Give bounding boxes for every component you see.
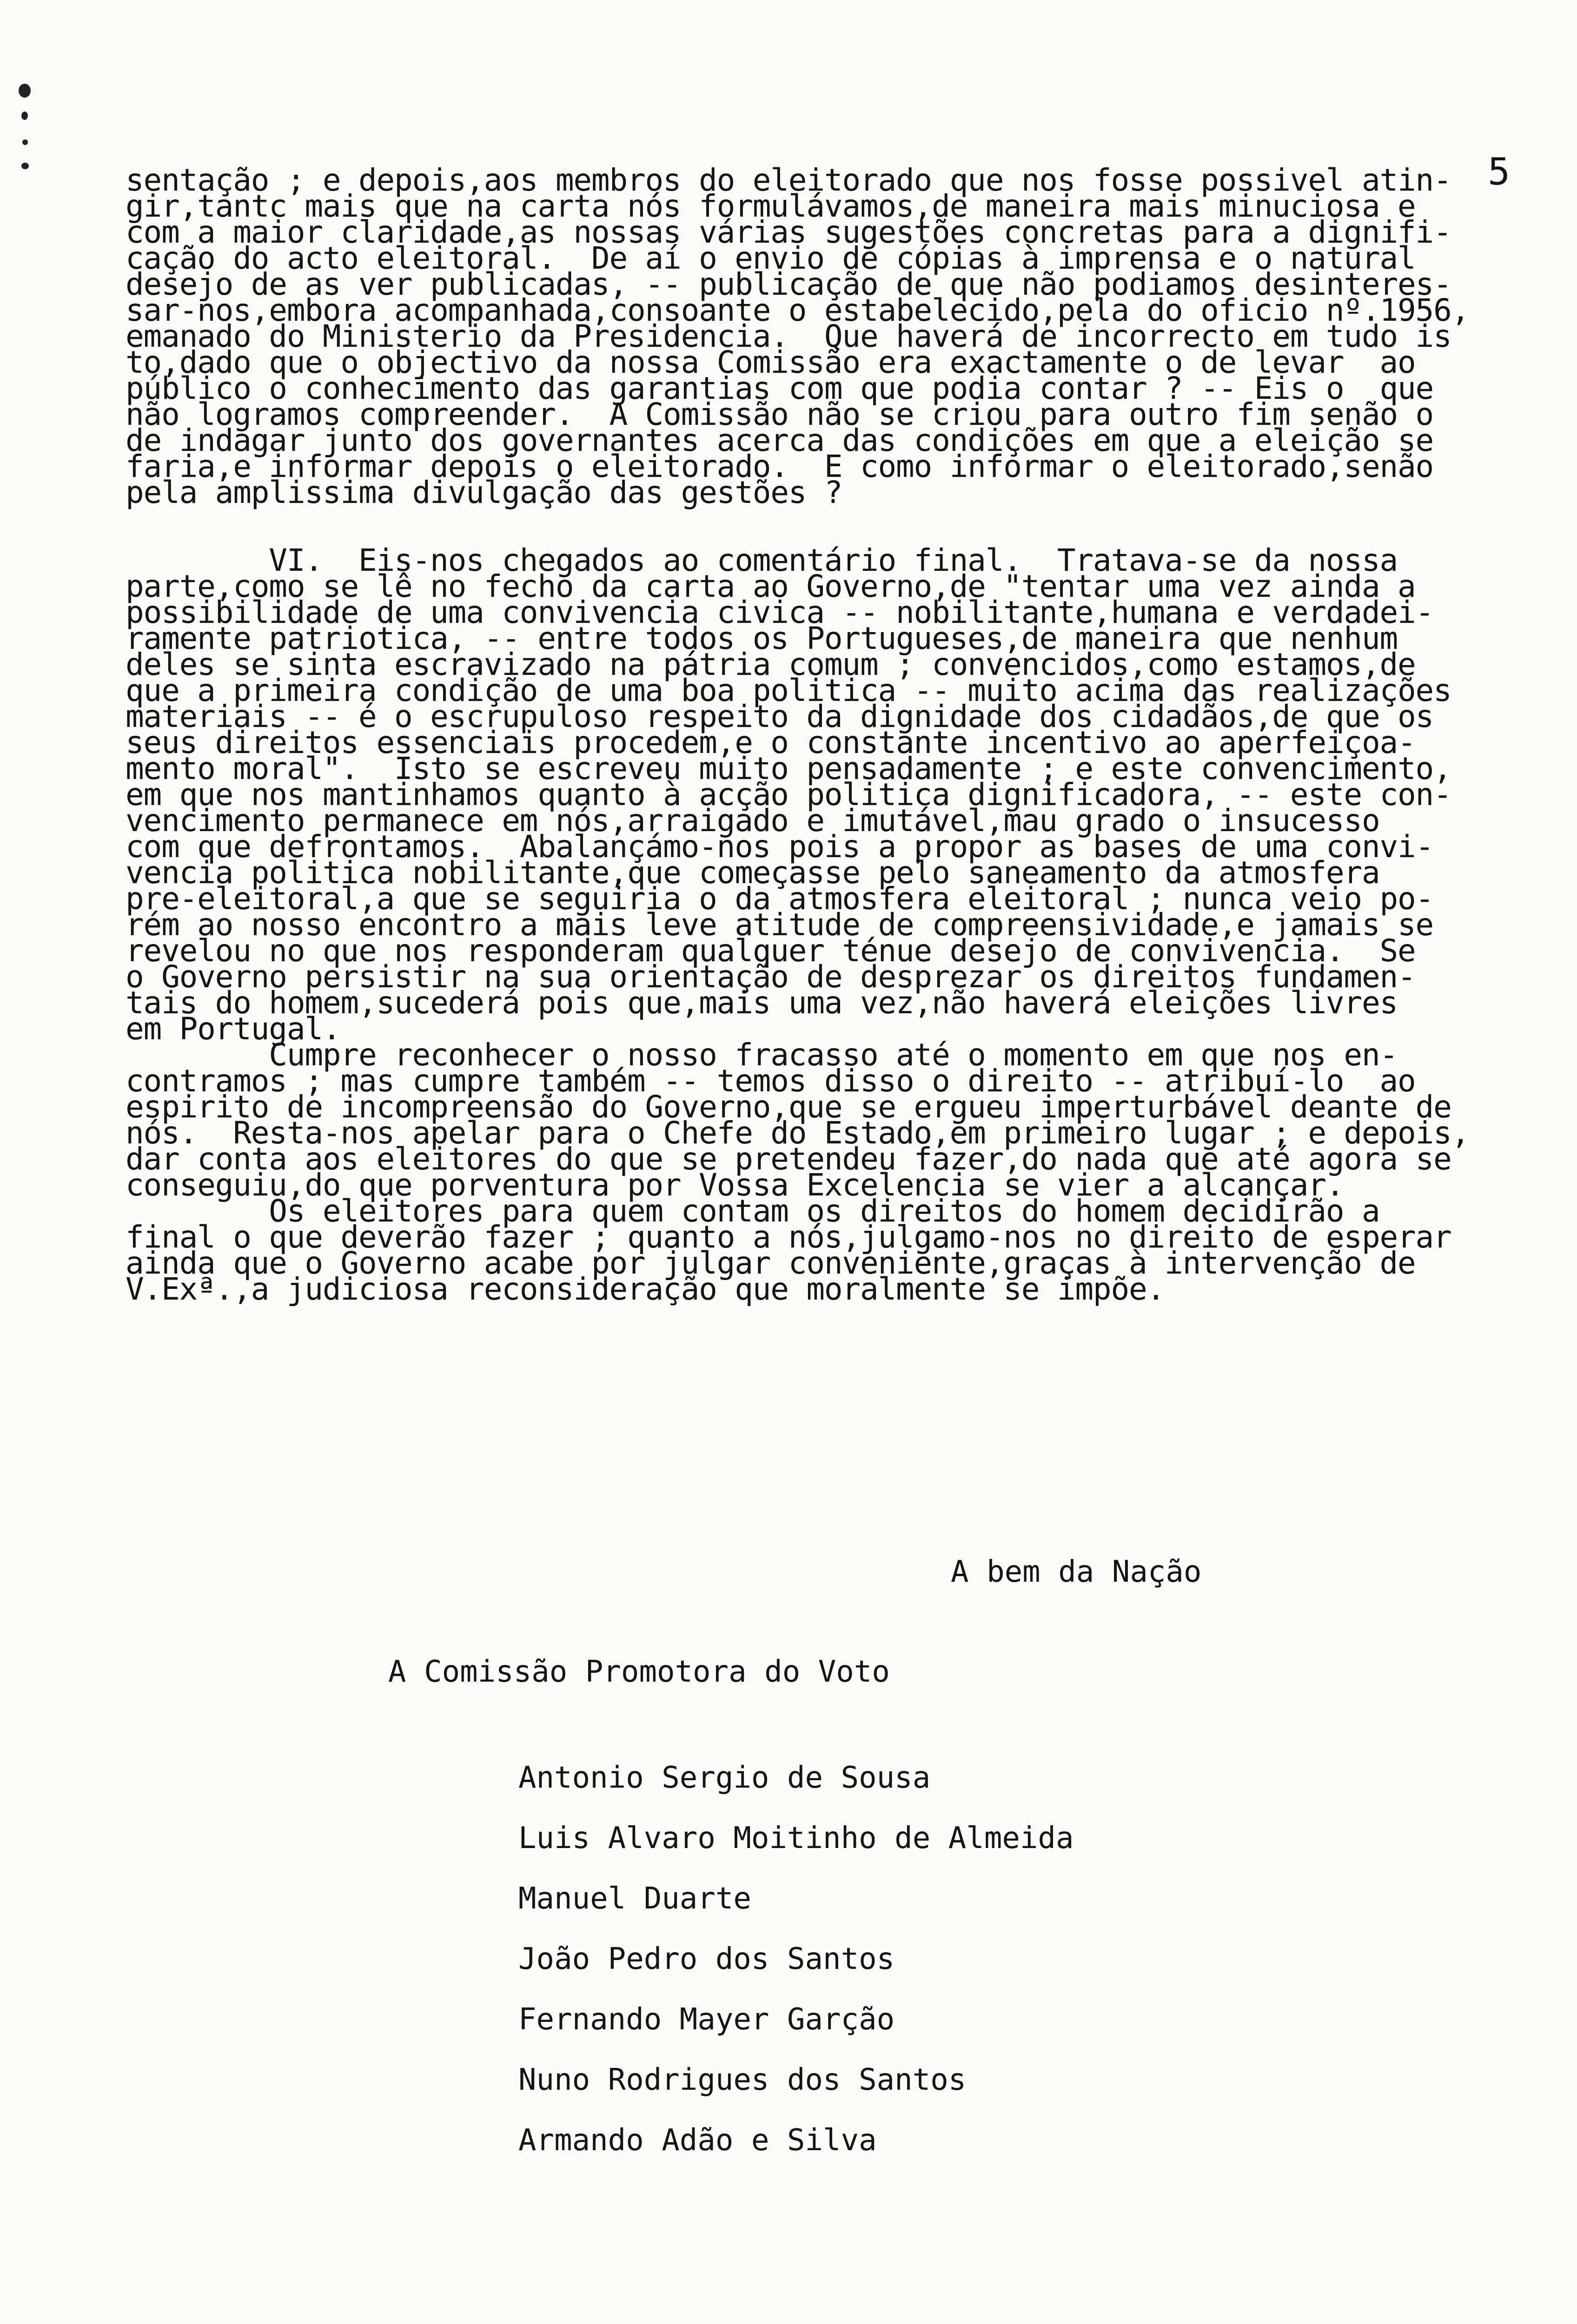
signatory-name: Armando Adão e Silva: [518, 2123, 877, 2158]
text-line: seus direitos essenciais procedem,e o constante incentivo ao aperfeiçoa-: [126, 725, 1416, 760]
text-line: materiais -- é o escrupuloso respeito da dignidade dos cidadãos,de que os: [126, 699, 1434, 734]
letter-body: [126, 162, 1511, 1307]
text-line: que a primeira condição de uma boa politica -- muito acima das realizações: [126, 673, 1451, 708]
text-line: de indagar junto dos governantes acerca das condições em que a eleição se: [126, 423, 1434, 458]
text-line: revelou no que nos responderam qualquer ténue desejo de convivencia. Se: [126, 933, 1416, 969]
text-line: desejo de as ver publicadas, -- publicação de que não podiamos desinteres-: [126, 266, 1451, 302]
text-line: nós. Resta-nos apelar para o Chefe do Estado,em primeiro lugar ; e depois,: [126, 1115, 1470, 1151]
page-number: 5: [1488, 150, 1511, 193]
margin-mark: [22, 139, 28, 145]
text-line: Cumpre reconhecer o nosso fracasso até o momento em que nos en-: [126, 1037, 1398, 1073]
signatory-name: Nuno Rodrigues dos Santos: [518, 2063, 967, 2097]
signatory-name: Antonio Sergio de Sousa: [518, 1761, 931, 1795]
text-line: tais do homem,sucederá pois que,mais uma vez,não haverá eleições livres: [126, 985, 1398, 1021]
paragraph-gap: [126, 506, 1511, 548]
closing-salutation: A bem da Nação: [951, 1555, 1202, 1589]
text-line: final o que deverão fazer ; quanto a nós,julgamo-nos no direito de esperar: [126, 1219, 1451, 1255]
text-line: não logramos compreender. A Comissão não se criou para outro fim senão o: [126, 396, 1434, 432]
text-line: ramente patriotica, -- entre todos os Portugueses,de maneira que nenhum: [126, 621, 1398, 656]
signatory-name: Luis Alvaro Moitinho de Almeida: [518, 1821, 1074, 1855]
text-line: contramos ; mas cumpre também -- temos disso o direito -- atribuí-lo ao: [126, 1063, 1416, 1099]
text-line: público o conhecimento das garantias com que podia contar ? -- Eis o que: [126, 370, 1434, 406]
text-line: pre-eleitoral,a que se seguiria o da atmosfera eleitoral ; nunca veio po-: [126, 881, 1434, 917]
text-line: parte,como se lê no fecho da carta ao Governo,de "tentar uma vez ainda a: [126, 568, 1416, 604]
text-line: emanado do Ministerio da Presidencia. Que haverá de incorrecto em tudo is: [126, 318, 1451, 354]
text-line: com a maior claridade,as nossas várias sugestões concretas para a dignifi-: [126, 214, 1451, 250]
signature-list: [518, 1748, 1073, 2171]
text-line: cação do acto eleitoral. De aí o envio de cópias à imprensa e o natural: [126, 240, 1416, 276]
signatory-name: João Pedro dos Santos: [518, 1942, 895, 1976]
committee-name: A Comissão Promotora do Voto: [388, 1655, 890, 1689]
text-line: em que nos mantinhamos quanto à acção politica dignificadora, -- este con-: [126, 777, 1451, 812]
text-line: sentação ; e depois,aos membros do eleitorado que nos fosse possivel atin-: [126, 162, 1451, 198]
text-line: sar-nos,embora acompanhada,consoante o estabelecido,pela do oficio nº.1956,: [126, 292, 1470, 328]
text-line: to,dado que o objectivo da nossa Comissão era exactamente o de levar ao: [126, 344, 1416, 380]
text-line: rém ao nosso encontro a mais leve atitude de compreensividade,e jamais se: [126, 907, 1434, 943]
text-line: mento moral". Isto se escreveu muito pensadamente ; e este convencimento,: [126, 751, 1451, 786]
text-line: espirito de incompreensão do Governo,que se ergueu imperturbável deante de: [126, 1089, 1451, 1125]
text-line: vencimento permanece em nós,arraigado e imutável,mau grado o insucesso: [126, 803, 1380, 838]
text-line: em Portugal.: [126, 1011, 341, 1047]
text-line: o Governo persistir na sua orientação de desprezar os direitos fundamen-: [126, 959, 1416, 995]
text-line: dar conta aos eleitores do que se pretendeu fazer,do nada que até agora se: [126, 1141, 1451, 1177]
text-line: conseguiu,do que porventura por Vossa Excelencia se vier a alcançar.: [126, 1167, 1344, 1203]
signatory-name: Fernando Mayer Garção: [518, 2002, 895, 2037]
margin-mark: [21, 163, 29, 169]
text-line: possibilidade de uma convivencia civica -- nobilitante,humana e verdadei-: [126, 594, 1434, 630]
text-line: V.Exª.,a judiciosa reconsideração que moralmente se impõe.: [126, 1271, 1165, 1307]
text-line: VI. Eis-nos chegados ao comentário final. Tratava-se da nossa: [126, 542, 1398, 578]
text-line: vencia politica nobilitante,que começasse pelo saneamento da atmosfera: [126, 855, 1380, 891]
margin-mark: [21, 112, 28, 120]
text-line: pela amplissima divulgação das gestões ?: [126, 475, 842, 510]
margin-mark: [19, 84, 31, 98]
text-line: com que defrontamos. Abalançámo-nos pois a propor as bases de uma convi-: [126, 829, 1434, 865]
text-line: ainda que o Governo acabe por julgar conveniente,graças à intervenção de: [126, 1245, 1416, 1281]
text-line: deles se sinta escravizado na pátria comum ; convencidos,como estamos,de: [126, 647, 1416, 682]
text-line: gir,tantc mais que na carta nós formulávamos,de maneira mais minuciosa e: [126, 188, 1416, 224]
text-line: faria,e informar depois o eleitorado. E como informar o eleitorado,senão: [126, 449, 1434, 484]
text-line: Os eleitores para quem contam os direitos do homem decidirão a: [126, 1193, 1380, 1229]
signatory-name: Manuel Duarte: [518, 1882, 751, 1916]
